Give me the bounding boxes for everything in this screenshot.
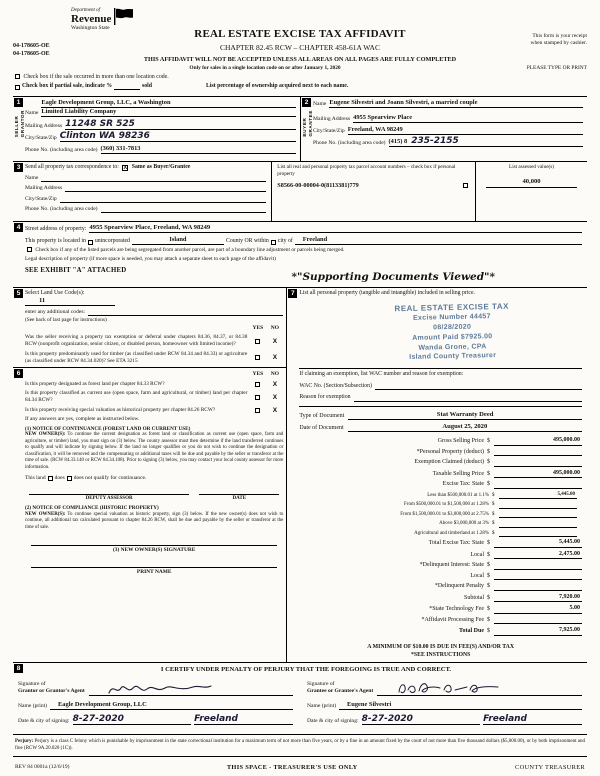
date-of-document-label: Date of Document: [299, 424, 344, 431]
yes-checkbox[interactable]: [255, 382, 260, 387]
does-not-label: does not qualify for continuance.: [73, 475, 147, 482]
no-checkbox-mark[interactable]: X: [272, 337, 278, 345]
minimum-due-note: A MINIMUM OF $10.00 IS DUE IN FEE(S) AND/OR TAX *SEE INSTRUCTIONS: [367, 643, 515, 658]
treasurer-stamp: [395, 301, 511, 364]
grantor-name-print-label: Name (print): [18, 702, 48, 709]
notice2-body: NEW OWNER(S): To continue special valuation as historic property, sign (3) below. If the new owner(s) does not wish to continue, all additional tax calculated pursuant to chapter 84.26 RCW, shall be due and payable by the seller or transferor at the time of sale.: [25, 511, 284, 530]
corr-mailing-label: Mailing Address: [25, 185, 63, 192]
seller-phone-value: (360) 331-7813: [100, 144, 141, 152]
seller-citystatezip-value: Clinton WA 98236: [59, 131, 150, 141]
seller-citystatezip-field[interactable]: [60, 132, 296, 142]
no-checkbox-mark[interactable]: X: [272, 393, 278, 401]
type-of-document-label: Type of Document: [299, 412, 345, 419]
notice1-body: NEW OWNER(S): To continue the current designation as forest land or classification as current use (open space, farm and agriculture, or timber) land, you must sign on (3) below. The county assessor must then determine if the land transferred continues to qualify and will indicate by signing below. If the land no longer qualifies or you do not wish to continue the designation or classification, it will be removed and the compensating or additional taxes will be due and payable by the seller or transferor at the time of sale. (RCW 84.33.140 or RCW 84.34.108). Prior to signing (3) below, you may contact your local county assessor for more information.: [25, 432, 284, 470]
left-column: [13, 288, 287, 662]
tax-line: [299, 539, 582, 548]
land-use-code-value: 11: [39, 297, 46, 305]
wac-number-field[interactable]: [375, 382, 582, 390]
county-treasurer-label: COUNTY TREASURER: [515, 764, 585, 772]
seller-citystatezip-label: City/State/Zip: [25, 135, 57, 142]
form-number: 04-178605-OE: [13, 43, 50, 49]
legal-description-label: Legal description of property (if more space is needed, you may attach a separate sheet to each page of the affidavit): [25, 256, 276, 263]
personal-property-label: List all personal property (tangible and intangible) included in selling price.: [299, 290, 475, 296]
tax-line: [299, 520, 582, 528]
new-owner-signature-line[interactable]: (3) NEW OWNER(S) SIGNATURE: [31, 545, 277, 554]
section-1-number: 1: [14, 98, 23, 107]
section-4-number: 4: [14, 223, 23, 232]
seller-mailing-field[interactable]: [65, 120, 296, 130]
question-text: Is this property classified as current use (open space, farm and agricultural, or timber) land per chapter 84.34 RCW?: [25, 390, 248, 404]
partial-sale-row: [13, 83, 587, 90]
tax-line-value[interactable]: [494, 481, 582, 489]
yes-checkbox[interactable]: [255, 339, 260, 344]
buyer-phone-value: (415) 8: [388, 138, 408, 145]
single-location-note: Only for sales in a single location code on or after January 1, 2020: [189, 65, 341, 71]
yes-checkbox[interactable]: [255, 395, 260, 400]
partial-sale-label: Check box if partial sale, indicate %: [22, 82, 113, 89]
acceptance-warning: THIS AFFIDAVIT WILL NOT BE ACCEPTED UNLESS ALL AREAS ON ALL PAGES ARE FULLY COMPLETED: [143, 56, 457, 63]
deputy-assessor-line[interactable]: DEPUTY ASSESSOR: [29, 494, 189, 502]
does-checkbox[interactable]: [48, 476, 53, 481]
dollar-sign: $: [492, 502, 495, 508]
dollar-sign: $: [487, 459, 490, 466]
multi-location-row: [13, 74, 169, 81]
if-yes-note: If any answers are yes, complete as instructed below.: [25, 416, 140, 423]
tax-line: [299, 562, 582, 570]
perjury-notice: [13, 735, 587, 757]
dollar-sign: $: [487, 594, 490, 601]
tax-line: [299, 449, 582, 457]
grantee-signature-field[interactable]: [377, 679, 582, 696]
corr-name-field[interactable]: [41, 174, 266, 182]
yes-no-header: [25, 371, 283, 378]
buyer-mailing-field[interactable]: [353, 114, 583, 123]
question-row: [25, 390, 283, 404]
tax-line-value[interactable]: 7,925.00: [494, 627, 582, 636]
street-address-label: Street address of property:: [25, 226, 87, 232]
buyer-phone-field[interactable]: [389, 137, 583, 147]
type-of-document-field[interactable]: [348, 411, 582, 420]
street-address-value: 4955 Spearview Place, Freeland, WA 98249: [89, 224, 211, 231]
tax-line-value[interactable]: [499, 520, 577, 528]
seller-section: [13, 97, 300, 161]
buyer-citystatezip-value: Freeland, WA 98249: [347, 125, 403, 133]
assessor-date-line[interactable]: DATE: [199, 494, 279, 502]
section-3-number: 3: [14, 163, 23, 172]
tax-line: [299, 530, 582, 538]
tax-line: [299, 511, 582, 519]
tax-line-label: Excise Tax: State: [442, 481, 484, 488]
dollar-sign: $: [487, 551, 490, 558]
stamp-date: 08/28/2020: [433, 323, 472, 332]
page-footer: [13, 757, 587, 772]
exemption-header: If claiming an exemption, list WAC number and reason for exemption:: [299, 371, 464, 378]
yes-checkbox[interactable]: [255, 355, 260, 360]
grantor-date-value: 8-27-2020: [72, 713, 124, 724]
tax-line-label: *Affidavit Processing Fee: [421, 616, 484, 623]
seller-name-value: Eagle Development Group, LLC, a Washington: [41, 99, 296, 108]
flag-icon: [114, 8, 134, 25]
continuance-pre: This land: [25, 475, 46, 482]
grantor-date-city-label: Date & city of signing:: [18, 717, 70, 724]
city-of-label: city of: [277, 237, 293, 244]
buyer-mailing-label: Mailing Address: [313, 116, 351, 123]
dollar-sign: $: [492, 530, 495, 536]
county-or-label: County OR within: [225, 237, 269, 244]
excise-tax-lines: [299, 437, 582, 639]
does-label: does: [54, 475, 65, 482]
seller-name-field[interactable]: [41, 99, 296, 117]
tax-line: [299, 459, 582, 467]
tax-line: [299, 437, 582, 446]
reason-label: Reason for exemption: [299, 394, 351, 401]
tax-line-value[interactable]: 495,000.00: [494, 437, 582, 446]
tax-line-label: Exemption Claimed (deduct): [414, 459, 484, 466]
middle-sections: [13, 288, 587, 663]
tax-line-label: *Delinquent Penalty: [434, 583, 484, 590]
parcel-number-value: S8566-00-00004-0(8113381)779: [277, 181, 359, 189]
tax-line: [299, 481, 582, 489]
buyer-grantee-side-label: BUYER GRANTEE: [302, 110, 313, 137]
yes-header: YES: [252, 371, 264, 378]
dollar-sign: $: [487, 448, 490, 455]
tax-line: [299, 594, 582, 603]
notice1-title: (1) NOTICE OF CONTINUANCE (FOREST LAND OR CURRENT USE): [25, 425, 191, 432]
corr-name-label: Name: [25, 174, 39, 181]
title-block: [123, 28, 477, 52]
tax-line-value[interactable]: 5,445.00: [494, 539, 582, 548]
additional-codes-field[interactable]: [88, 308, 283, 316]
tax-line: [299, 501, 582, 509]
excise-tax-section: [287, 288, 587, 662]
send-correspondence-row: [25, 164, 266, 171]
buyer-phone-label: Phone No. (including area code): [313, 140, 386, 147]
parcel-row: [277, 182, 470, 190]
certify-statement: I CERTIFY UNDER PENALTY OF PERJURY THAT THE FOREGOING IS TRUE AND CORRECT.: [160, 666, 452, 674]
grantor-city-field[interactable]: [194, 715, 293, 725]
multi-location-label: Check box if the sale occurred in more than one location code.: [23, 73, 169, 80]
signatures-section: [13, 663, 587, 735]
parties-section: [13, 96, 587, 162]
buyer-citystatezip-label: City/State/Zip: [313, 127, 345, 134]
tax-line-label: Local: [470, 551, 484, 558]
located-in-row: [25, 236, 582, 245]
grantor-sig-label2: Grantor or Grantor's Agent: [18, 688, 85, 695]
dollar-sign: $: [487, 540, 490, 547]
continuance-row: [25, 475, 283, 482]
buyer-mailing-value: 4955 Spearview Place: [353, 114, 413, 121]
tax-line-label: *Delinquent Interest: State: [419, 562, 484, 569]
dollar-sign: $: [487, 572, 490, 579]
seller-grantor-side-label: SELLER GRANTOR: [14, 110, 25, 138]
yes-checkbox[interactable]: [255, 408, 260, 413]
land-use-code-field[interactable]: [25, 297, 115, 306]
same-as-buyer-label: Same as Buyer/Grantee: [131, 164, 191, 170]
document-block: [299, 406, 582, 432]
question-text: Was the seller receiving a property tax exemption or deferral under chapters 84.36, 84.37, or 84.38 RCW (nonprofit organization, senior citizen, or disabled person, homeowner with limited income)?: [25, 334, 248, 348]
exemption-block: [299, 368, 582, 401]
segregated-row: [25, 247, 582, 254]
tax-line-label: From $1,500,000.01 to $3,000,000 at 2.75%: [400, 511, 489, 517]
seller-name-label: Name: [25, 110, 39, 117]
assessed-value-header: List assessed value(s): [509, 164, 554, 170]
continuance-section: [13, 368, 286, 662]
city-checkbox[interactable]: [271, 240, 276, 245]
grantee-sig-label2: Grantee or Grantee's Agent: [307, 688, 374, 695]
treasurer-space-label: THIS SPACE - TREASURER'S USE ONLY: [226, 764, 358, 772]
seller-name-value: Limited Liability Company: [41, 108, 296, 117]
partial-sale-checkbox[interactable]: [15, 85, 20, 90]
tax-line-value[interactable]: [494, 617, 582, 625]
does-not-checkbox[interactable]: [67, 476, 72, 481]
grantee-city-value: Freeland: [483, 713, 527, 724]
unincorporated-checkbox[interactable]: [88, 240, 93, 245]
buyer-name-field[interactable]: [329, 99, 583, 108]
tax-line-value[interactable]: [499, 511, 577, 519]
tax-line-value[interactable]: 495,000.00: [494, 470, 582, 479]
grantee-date-city-label: Date & city of signing:: [307, 717, 359, 724]
tax-line: [299, 470, 582, 479]
tax-line: [299, 583, 582, 591]
county-value: Island: [132, 236, 224, 245]
please-type-note: PLEASE TYPE OR PRINT: [526, 65, 587, 71]
tax-line-value[interactable]: [499, 530, 577, 538]
buyer-section: [300, 97, 587, 161]
question-row: [25, 351, 283, 365]
buyer-phone-handwritten: 235-2155: [411, 136, 459, 146]
tax-line: [299, 605, 582, 614]
no-checkbox-mark[interactable]: X: [272, 380, 278, 388]
tax-line-label: Agricultural and timberland at 1.28%: [414, 530, 489, 536]
question-text: Is this property predominantly used for timber (as classified under RCW 84.34 and 84.33) or agriculture (as classified under RCW 84.34.020)? See ETA 3215: [25, 350, 248, 364]
print-name-line[interactable]: PRINT NAME: [31, 567, 277, 576]
exemption-reason-field[interactable]: [354, 394, 582, 402]
dollar-sign: $: [487, 438, 490, 445]
tax-line-label: From $500,000.01 to $1,500,000 at 1.28%: [404, 502, 489, 508]
rev-form-number: REV 84 0001a (12/6/19): [15, 764, 70, 771]
corr-citystatezip-field[interactable]: [60, 195, 267, 203]
seller-phone-field[interactable]: [101, 145, 296, 154]
tax-line: [299, 573, 582, 581]
receipt-note: This form is your receipt when stamped by cashier.: [530, 33, 587, 47]
grantee-date-field[interactable]: [362, 715, 481, 725]
header: [13, 8, 587, 96]
stamp-treasurer-name: Wanda Grone, CPA: [418, 343, 488, 352]
grantor-signature-block: [18, 679, 293, 725]
city-value: Freeland: [295, 236, 582, 245]
section-7-number: 7: [288, 289, 297, 298]
percent-sold-field[interactable]: [114, 84, 140, 90]
exhibit-note: SEE EXHIBIT "A" ATTACHED: [25, 267, 127, 275]
tax-line-value[interactable]: 5.00: [494, 605, 582, 614]
parcel-column: [271, 162, 475, 221]
grantor-city-value: Freeland: [194, 713, 238, 724]
grantor-name-value: Eagle Development Group, LLC: [58, 700, 147, 708]
multi-location-checkbox[interactable]: [15, 74, 20, 79]
tax-line-value[interactable]: [494, 459, 582, 467]
perjury-label: Perjury:: [15, 739, 34, 745]
grantee-city-field[interactable]: [483, 715, 582, 725]
personal-property-checkbox[interactable]: [463, 183, 468, 188]
tax-line-value[interactable]: [494, 573, 582, 581]
grantor-sig-label: Signature of: [18, 680, 46, 687]
dollar-sign: $: [492, 521, 495, 527]
stamp-excise-number: Excise Number 44457: [413, 313, 492, 323]
tax-correspondence-section: [13, 162, 587, 222]
dollar-sign: $: [487, 562, 490, 569]
supporting-documents-handnote: *"Supporting Documents Viewed"*: [291, 270, 495, 283]
date-of-document-value: August 25, 2020: [442, 422, 488, 430]
grantor-signature-field[interactable]: [89, 679, 293, 696]
see-back-note: (See back of last page for instructions): [25, 317, 107, 324]
section-2-number: 2: [302, 98, 311, 107]
tax-line-value[interactable]: 5,445.00: [499, 492, 577, 500]
partial-sale-suffix: sold: [142, 82, 153, 89]
logo-revenue-text: Revenue: [71, 13, 112, 26]
tax-line: [299, 492, 582, 500]
grantee-name-value: Eugene Silvestri: [347, 700, 392, 708]
no-checkbox-mark[interactable]: X: [272, 354, 278, 362]
question-text: Is this property designated as forest land per chapter 84.33 RCW?: [25, 380, 165, 387]
question-text: Is this property receiving special valuation as historical property per chapter 84.26 RCW?: [25, 406, 216, 413]
stamp-treasurer-title: Island County Treasurer: [409, 352, 497, 362]
grantor-name-field[interactable]: [50, 701, 293, 710]
tax-line: [299, 617, 582, 625]
seller-mailing-label: Mailing Address: [25, 122, 63, 129]
question-row: [25, 334, 283, 348]
tax-line-value[interactable]: [494, 562, 582, 570]
corr-citystatezip-label: City/State/Zip: [25, 195, 57, 202]
no-checkbox-mark[interactable]: X: [272, 406, 278, 414]
tax-line-label: Total Excise Tax: State: [428, 540, 484, 547]
perjury-text: Perjury is a class C felony which is punishable by imprisonment in the state correctional institution for a maximum term of not more than five years, or by a fine in an amount fixed by the court of not more than five thousand dollars ($5,000.00), or by both imprisonment and fine (RCW 9A.20.020 (1C)).: [15, 739, 585, 752]
notice2-title: (2) NOTICE OF COMPLIANCE (HISTORIC PROPERTY): [25, 505, 159, 512]
tax-line-value[interactable]: 7,920.00: [494, 594, 582, 603]
tax-line-value[interactable]: [499, 501, 577, 509]
grantee-name-print-label: Name (print): [307, 702, 337, 709]
question-row: [25, 407, 283, 414]
corr-mailing-field[interactable]: [65, 184, 266, 192]
dollar-sign: $: [492, 492, 495, 498]
no-header: NO: [270, 371, 279, 378]
dollar-sign: $: [487, 616, 490, 623]
tax-line-value[interactable]: [494, 449, 582, 457]
section-6-number: 6: [14, 369, 23, 378]
located-pre-label: This property is located in: [25, 237, 86, 244]
additional-codes-label: enter any additional codes:: [25, 309, 86, 316]
buyer-name-value: Eugene Silvestri and Joann Silvestri, a married couple: [329, 99, 583, 108]
grantee-signature: [394, 678, 504, 698]
land-use-section: [13, 288, 286, 368]
tax-line-value[interactable]: 2,475.00: [494, 551, 582, 560]
street-address-field[interactable]: [89, 224, 582, 233]
section-5-number: 5: [14, 289, 23, 298]
tax-line-label: Above $3,000,000 at 3%: [439, 521, 489, 527]
grantee-sig-label: Signature of: [307, 680, 335, 687]
tax-line-label: *State Technology Fee: [429, 606, 484, 613]
same-as-buyer-checkbox[interactable]: X: [123, 165, 128, 171]
assessed-value-column: [475, 162, 587, 221]
grantee-date-value: 8-27-2020: [361, 713, 413, 724]
section-8-number: 8: [14, 664, 23, 673]
stamp-amount-paid: Amount Paid $7925.00: [412, 333, 494, 342]
seller-mailing-value: 11248 SR 525: [65, 118, 135, 129]
corr-phone-field[interactable]: [101, 205, 267, 213]
dollar-sign: $: [487, 481, 490, 488]
assessed-value: 40,000: [486, 178, 577, 188]
date-of-document-field[interactable]: [348, 423, 582, 432]
tax-line-label: Gross Selling Price: [437, 438, 484, 445]
wac-label: WAC No. (Section/Subsection): [299, 382, 372, 389]
dollar-sign: $: [487, 583, 490, 590]
yes-header: YES: [252, 325, 264, 332]
correspondence-column: [13, 162, 271, 221]
tax-line-label: Subtotal: [463, 594, 484, 601]
tax-line-label: *Personal Property (deduct): [416, 448, 484, 455]
grantor-date-field[interactable]: [73, 715, 192, 725]
logo-state-text: Washington State: [71, 25, 110, 32]
grantee-name-field[interactable]: [339, 701, 582, 710]
tax-line-label: Local: [470, 572, 484, 579]
stamp-title: REAL ESTATE EXCISE TAX: [394, 302, 510, 314]
tax-line-label: Taxable Selling Price: [432, 470, 484, 477]
unincorporated-label: unincorporated: [94, 237, 130, 244]
page-title: REAL ESTATE EXCISE TAX AFFIDAVIT: [194, 28, 406, 40]
yes-no-header: [25, 325, 283, 332]
grantee-signature-block: [307, 679, 582, 725]
page-subtitle: CHAPTER 82.45 RCW – CHAPTER 458-61A WAC: [220, 42, 380, 52]
dollar-sign: $: [492, 511, 495, 517]
grantor-signature: [105, 680, 215, 698]
segregated-checkbox[interactable]: [27, 247, 32, 252]
no-header: NO: [270, 325, 279, 332]
form-number: 04-178605-OE: [13, 51, 50, 58]
seller-phone-label: Phone No. (including area code): [25, 146, 98, 153]
question-row: [25, 381, 283, 388]
ownership-note: List percentage of ownership acquired next to each name.: [206, 82, 349, 89]
tax-line: [299, 627, 582, 636]
dollar-sign: $: [487, 606, 490, 613]
land-use-label: Select Land Use Code(s):: [25, 290, 85, 296]
buyer-name-label: Name: [313, 101, 327, 108]
property-location-section: [13, 222, 587, 288]
logo-dept-text: Department of: [71, 8, 101, 13]
tax-line-label: Total Due: [459, 628, 484, 635]
tax-line: [299, 551, 582, 560]
corr-phone-label: Phone No. (including area code): [25, 206, 98, 213]
type-of-document-value: Stat Warranty Deed: [436, 411, 494, 419]
parcel-header: List all real and personal property tax parcel account numbers – check box if personal property: [277, 164, 456, 177]
dollar-sign: $: [487, 470, 490, 477]
tax-line-label: Less than $500,000.01 at 1.1%: [427, 492, 489, 498]
segregated-label: Check box if any of the listed parcels are being segregated from another parcel, are part of a boundary line adjustment or parcels being merged.: [35, 247, 345, 254]
send-correspondence-label: Send all property tax correspondence to:: [25, 164, 119, 170]
buyer-citystatezip-field[interactable]: [348, 126, 583, 135]
dollar-sign: $: [487, 628, 490, 635]
assessor-signature-row: [25, 494, 283, 502]
tax-line-value[interactable]: [494, 583, 582, 591]
